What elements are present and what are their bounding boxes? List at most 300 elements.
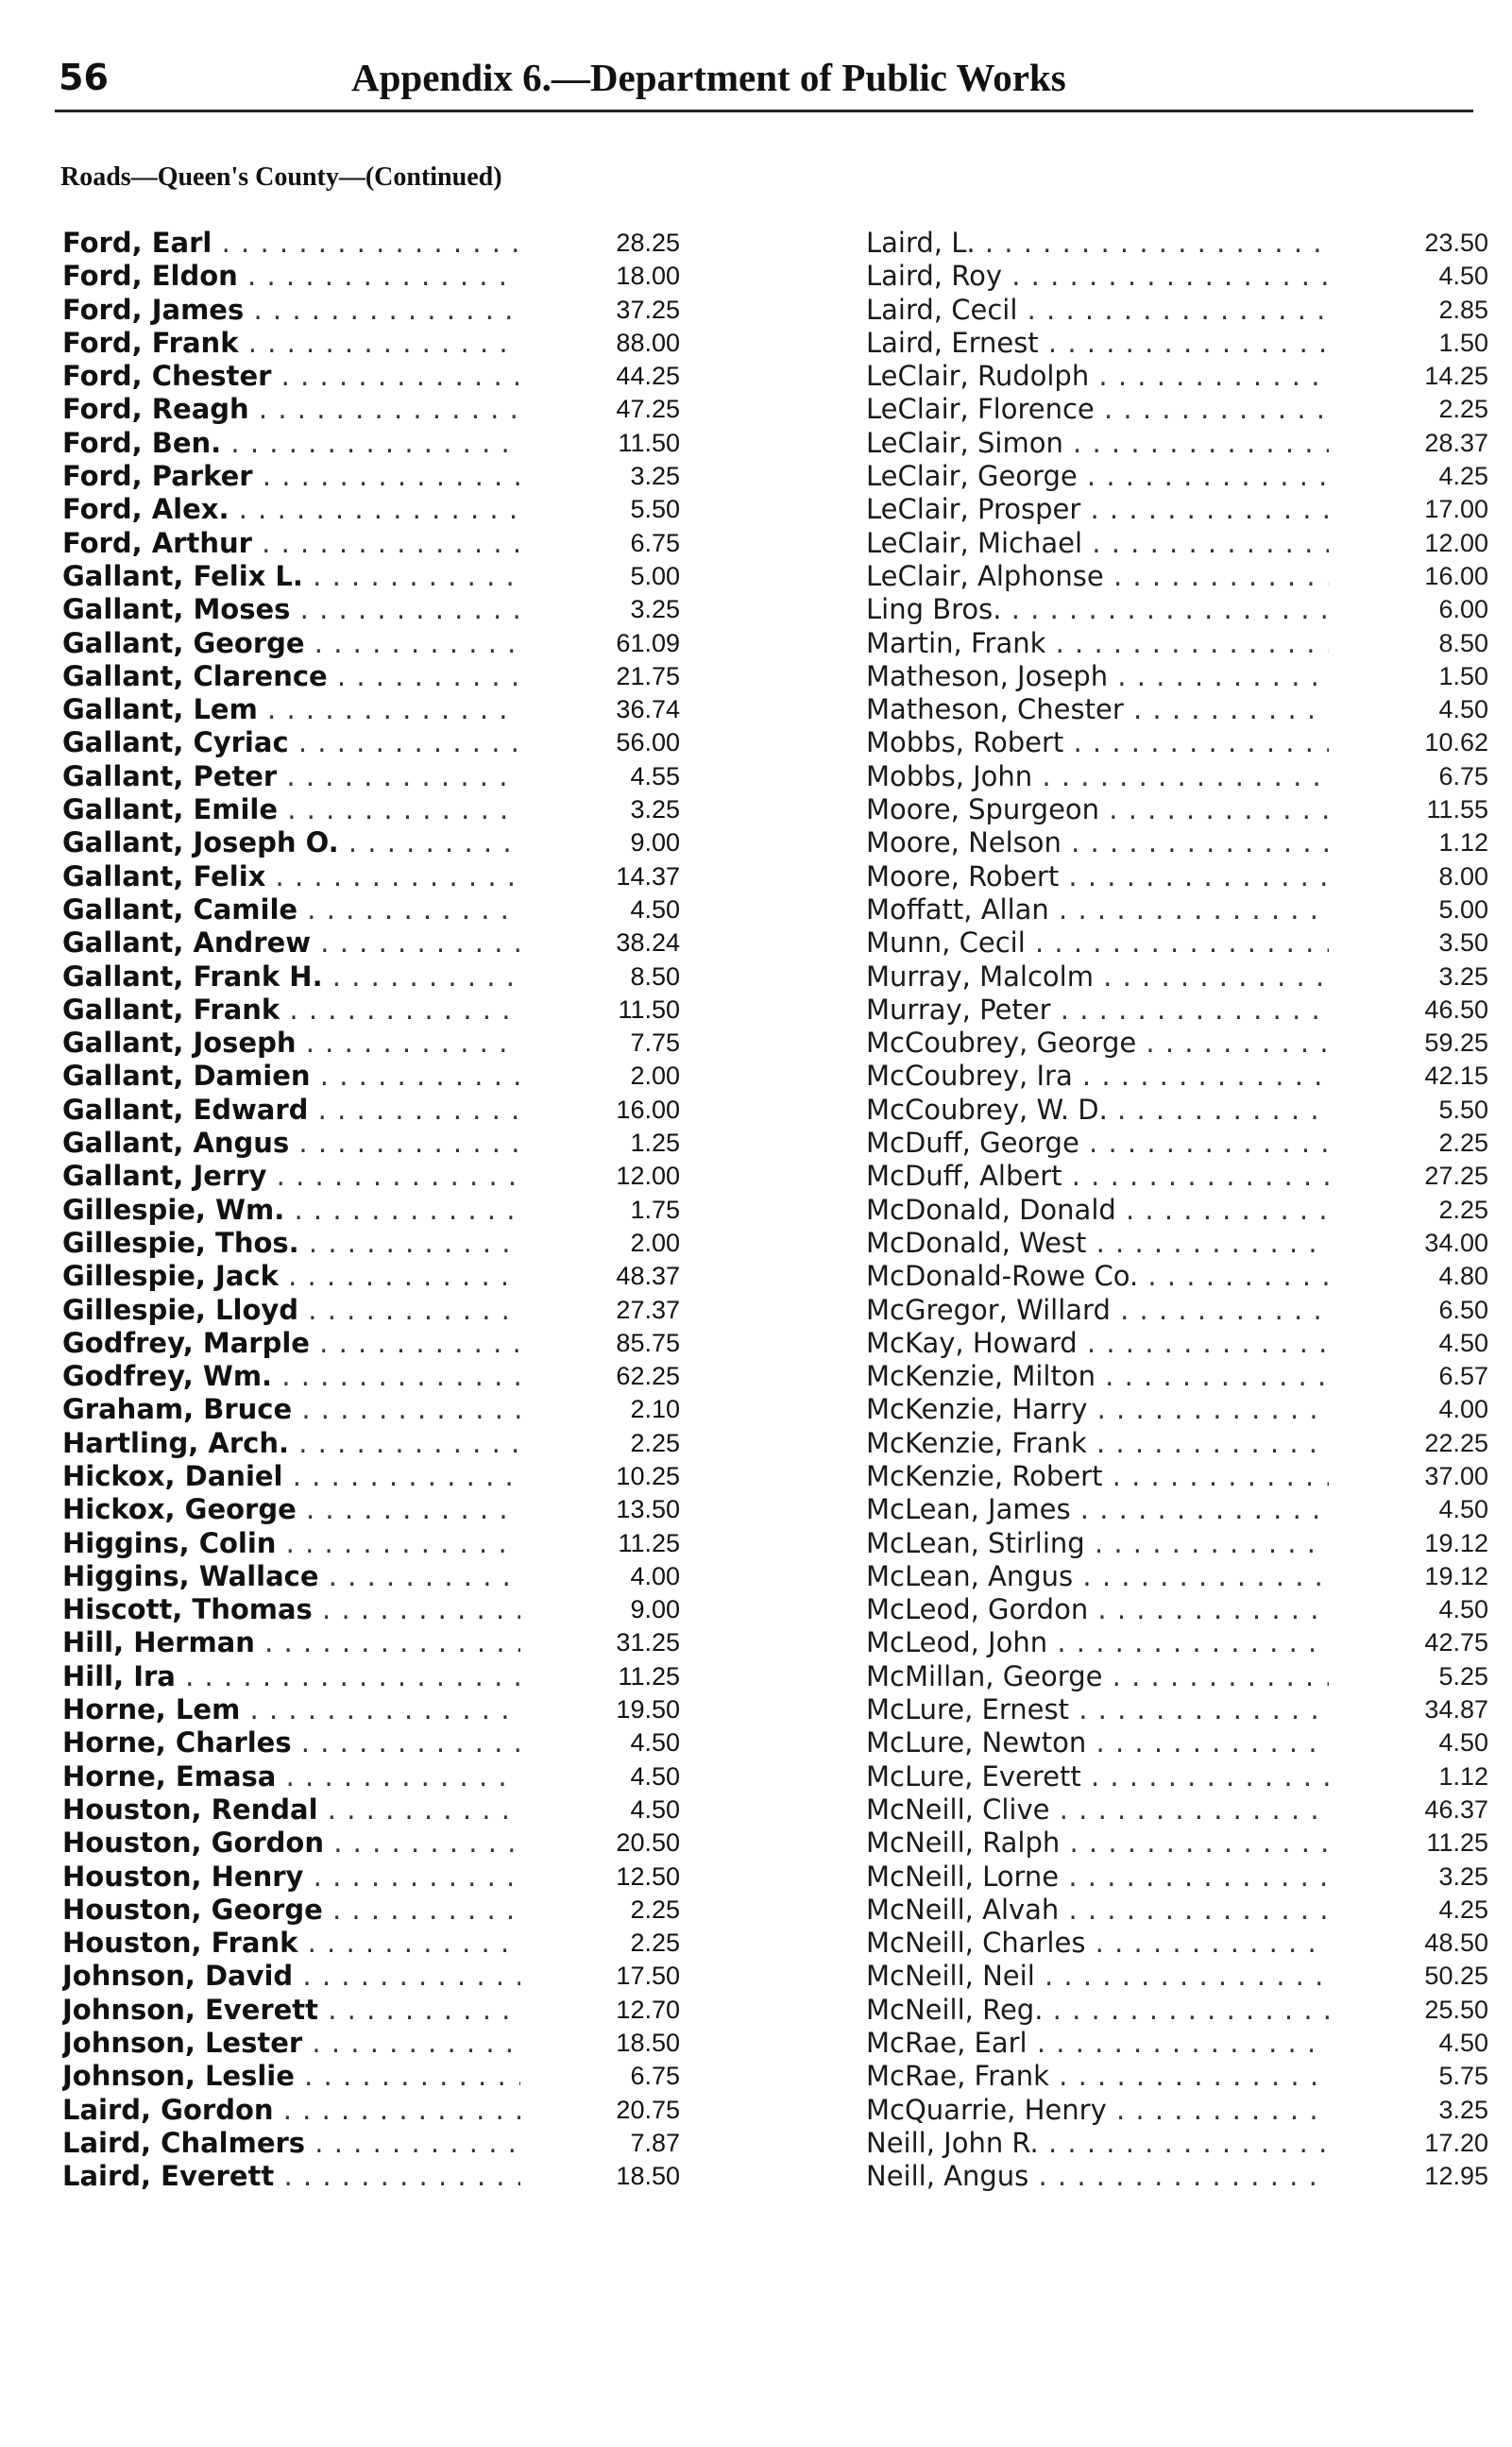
entry-name: Ford, James . . . — [62, 294, 520, 327]
entry-amount: 12.95 — [1424, 2162, 1488, 2191]
entry-name: Moore, Robert . . . — [866, 860, 1329, 893]
entry-name: Laird, Gordon . . . — [62, 2094, 520, 2127]
entry-amount: 5.00 — [1438, 894, 1488, 924]
entry-amount: 12.00 — [616, 1162, 680, 1191]
entry-name: Laird, L. . . . — [866, 227, 1329, 260]
list-item — [866, 826, 1488, 859]
entry-name: LeClair, Alphonse . . . — [866, 560, 1329, 593]
entry-amount: 11.25 — [618, 1528, 680, 1557]
entry-name: Gallant, Angus . . . — [62, 1127, 520, 1160]
entry-amount: 11.50 — [618, 428, 680, 457]
list-item — [62, 826, 680, 859]
entry-name: Godfrey, Marple . . . — [62, 1327, 520, 1360]
entry-amount: 85.75 — [616, 1328, 680, 1357]
entry-name: Moore, Spurgeon . . . — [866, 793, 1329, 826]
entry-amount: 23.50 — [1424, 229, 1488, 257]
entry-name: Martin, Frank . . . — [866, 627, 1329, 660]
entry-name: Hickox, Daniel . . . — [62, 1460, 520, 1493]
entry-name: Gallant, Damien . . . — [62, 1060, 520, 1093]
list-item — [866, 892, 1488, 926]
entry-name: Gallant, Edward . . . — [62, 1094, 520, 1127]
entry-name: Ford, Chester . . . — [62, 360, 520, 393]
entry-name: Johnson, Everett . . . — [62, 1994, 520, 2027]
entry-name: Gallant, Cyriac . . . — [62, 726, 520, 759]
entry-name: Laird, Roy . . . — [866, 260, 1329, 293]
list-item — [62, 293, 680, 327]
entry-amount: 2.00 — [630, 1062, 680, 1091]
entry-name: Laird, Chalmers . . . — [62, 2127, 520, 2160]
list-item — [62, 360, 680, 393]
entry-name: Johnson, Leslie . . . — [62, 2060, 520, 2093]
list-item — [62, 960, 680, 994]
entry-amount: 28.37 — [1424, 428, 1488, 457]
list-item — [62, 526, 680, 560]
entry-amount: 4.55 — [630, 761, 680, 790]
entry-name: McDuff, Albert . . . — [866, 1160, 1329, 1193]
list-item — [62, 1426, 680, 1460]
entry-amount: 12.50 — [616, 1861, 680, 1891]
list-item — [62, 1960, 680, 1993]
entry-name: Horne, Charles . . . — [62, 1726, 520, 1759]
entry-name: Gillespie, Lloyd . . . — [62, 1294, 520, 1327]
list-item — [866, 693, 1488, 726]
list-item — [62, 892, 680, 926]
entry-amount: 21.75 — [616, 661, 680, 690]
list-item — [866, 326, 1488, 360]
list-item — [866, 593, 1488, 626]
list-item — [62, 1393, 680, 1426]
list-item — [62, 926, 680, 960]
list-item — [62, 1060, 680, 1093]
list-item — [866, 460, 1488, 493]
entry-amount: 20.50 — [616, 1828, 680, 1858]
list-item — [62, 393, 680, 426]
entry-name: Johnson, Lester . . . — [62, 2027, 520, 2060]
entry-name: McQuarrie, Henry . . . — [866, 2094, 1329, 2127]
list-item — [62, 993, 680, 1027]
entry-amount: 34.87 — [1424, 1695, 1488, 1725]
entry-amount: 25.50 — [1424, 1995, 1488, 2024]
entry-name: LeClair, Rudolph . . . — [866, 360, 1329, 393]
entry-name: Gallant, Moses . . . — [62, 593, 520, 626]
entry-amount: 56.00 — [616, 728, 680, 757]
entry-amount: 4.50 — [1438, 262, 1488, 291]
list-item — [866, 1093, 1488, 1127]
list-item — [62, 460, 680, 493]
entry-name: Gallant, Andrew . . . — [62, 926, 520, 960]
entry-amount: 14.37 — [616, 861, 680, 891]
entry-amount: 4.50 — [630, 1728, 680, 1758]
entry-name: Murray, Peter . . . — [866, 994, 1329, 1027]
entry-name: McNeill, Neil . . . — [866, 1960, 1329, 1993]
entry-name: Houston, Frank . . . — [62, 1927, 520, 1960]
entry-amount: 5.50 — [630, 495, 680, 524]
entry-amount: 6.75 — [630, 2062, 680, 2091]
entry-name: LeClair, Michael . . . — [866, 527, 1329, 560]
list-item — [866, 2060, 1488, 2093]
list-item — [62, 1160, 680, 1193]
list-item — [62, 1793, 680, 1827]
entry-name: Gallant, Felix L. . . . — [62, 560, 520, 593]
list-item — [62, 1860, 680, 1894]
entry-amount: 4.50 — [630, 1761, 680, 1791]
list-item — [866, 393, 1488, 426]
list-item — [866, 1860, 1488, 1894]
entry-name: McKenzie, Milton . . . — [866, 1360, 1329, 1393]
entry-amount: 4.00 — [630, 1561, 680, 1590]
entry-name: McKenzie, Harry . . . — [866, 1393, 1329, 1426]
entry-name: Gillespie, Thos. . . . — [62, 1227, 520, 1260]
entry-name: Neill, Angus . . . — [866, 2160, 1329, 2193]
list-item — [866, 2027, 1488, 2060]
list-item — [62, 626, 680, 660]
entry-amount: 6.57 — [1438, 1362, 1488, 1391]
list-item — [866, 1060, 1488, 1093]
list-item — [866, 1793, 1488, 1827]
entry-name: Gillespie, Jack . . . — [62, 1260, 520, 1293]
entry-amount: 5.50 — [1438, 1095, 1488, 1124]
entry-amount: 3.25 — [1438, 1861, 1488, 1891]
entry-name: McGregor, Willard . . . — [866, 1294, 1329, 1327]
entry-amount: 19.50 — [616, 1695, 680, 1725]
list-item — [62, 1293, 680, 1327]
list-item — [62, 260, 680, 293]
entry-amount: 8.00 — [1438, 861, 1488, 891]
entry-name: Higgins, Colin . . . — [62, 1527, 520, 1560]
list-item — [62, 1459, 680, 1493]
list-item — [866, 1293, 1488, 1327]
list-item — [62, 1226, 680, 1260]
entry-name: Higgins, Wallace . . . — [62, 1560, 520, 1593]
list-item — [866, 493, 1488, 526]
list-item — [62, 1093, 680, 1127]
list-item — [62, 1493, 680, 1526]
entry-amount: 9.00 — [630, 828, 680, 858]
entry-amount: 46.37 — [1424, 1794, 1488, 1824]
entry-amount: 4.25 — [1438, 1895, 1488, 1924]
entry-name: McLean, James . . . — [866, 1493, 1329, 1526]
list-item — [62, 2160, 680, 2193]
entry-amount: 10.62 — [1424, 728, 1488, 757]
entry-name: McDuff, George . . . — [866, 1127, 1329, 1160]
list-item — [866, 1459, 1488, 1493]
entry-name: McLure, Everett . . . — [866, 1760, 1329, 1793]
entry-amount: 36.74 — [616, 695, 680, 724]
list-item — [62, 1993, 680, 2027]
entry-name: Johnson, David . . . — [62, 1960, 520, 1993]
entry-amount: 4.80 — [1438, 1262, 1488, 1291]
entry-amount: 3.50 — [1438, 928, 1488, 958]
entry-name: Hiscott, Thomas . . . — [62, 1593, 520, 1626]
list-item — [866, 993, 1488, 1027]
entry-name: Gallant, Felix . . . — [62, 860, 520, 893]
entry-name: Laird, Cecil . . . — [866, 294, 1329, 327]
entry-amount: 28.25 — [616, 229, 680, 257]
list-item — [866, 1260, 1488, 1293]
list-item — [866, 526, 1488, 560]
list-item — [866, 1893, 1488, 1927]
entry-amount: 4.50 — [1438, 695, 1488, 724]
entry-name: Moffatt, Allan . . . — [866, 893, 1329, 926]
entry-amount: 61.09 — [616, 628, 680, 657]
entry-name: McKenzie, Robert . . . — [866, 1460, 1329, 1493]
entry-amount: 48.37 — [616, 1262, 680, 1291]
entry-amount: 4.50 — [1438, 1328, 1488, 1357]
entry-name: Munn, Cecil . . . — [866, 926, 1329, 960]
entry-amount: 1.50 — [1438, 328, 1488, 357]
list-item — [866, 1393, 1488, 1426]
entry-amount: 4.50 — [1438, 1728, 1488, 1758]
list-item — [866, 1127, 1488, 1160]
entry-name: McCoubrey, W. D. . . . — [866, 1094, 1329, 1127]
entry-amount: 2.25 — [1438, 1129, 1488, 1158]
entry-name: McNeill, Clive . . . — [866, 1793, 1329, 1827]
entry-amount: 17.20 — [1424, 2128, 1488, 2157]
page-header — [59, 49, 1475, 106]
entry-name: Murray, Malcolm . . . — [866, 960, 1329, 994]
entry-amount: 2.00 — [630, 1228, 680, 1257]
entry-name: Houston, George . . . — [62, 1894, 520, 1927]
list-item — [62, 1326, 680, 1360]
entry-amount: 4.50 — [630, 894, 680, 924]
entry-amount: 5.75 — [1438, 2062, 1488, 2091]
entry-name: Gallant, Jerry . . . — [62, 1160, 520, 1193]
page-number: 56 — [59, 57, 109, 98]
entry-name: Hill, Herman . . . — [62, 1626, 520, 1659]
entry-name: Houston, Henry . . . — [62, 1861, 520, 1894]
list-item — [62, 793, 680, 826]
list-item — [866, 1693, 1488, 1726]
list-item — [62, 1626, 680, 1659]
list-item — [866, 227, 1488, 260]
entry-name: McLeod, Gordon . . . — [866, 1593, 1329, 1626]
entry-amount: 1.75 — [630, 1195, 680, 1224]
entry-name: Mobbs, Robert . . . — [866, 726, 1329, 759]
entry-name: LeClair, George . . . — [866, 460, 1329, 493]
list-item — [866, 2160, 1488, 2193]
entry-amount: 1.12 — [1438, 1761, 1488, 1791]
list-item — [866, 1827, 1488, 1860]
entry-amount: 3.25 — [1438, 2095, 1488, 2124]
entry-amount: 14.25 — [1424, 362, 1488, 391]
entry-amount: 59.25 — [1424, 1028, 1488, 1058]
entry-name: Ford, Reagh . . . — [62, 393, 520, 426]
entry-name: McCoubrey, George . . . — [866, 1027, 1329, 1060]
list-item — [62, 759, 680, 793]
entry-name: McLure, Ernest . . . — [866, 1693, 1329, 1726]
section-heading: Roads—Queen's County—(Continued) — [60, 162, 502, 192]
list-item — [62, 1360, 680, 1393]
page-title: Appendix 6.—Department of Public Works — [351, 56, 1066, 99]
list-item — [62, 493, 680, 526]
entry-amount: 48.50 — [1424, 1929, 1488, 1958]
list-item — [62, 1759, 680, 1793]
entry-amount: 4.50 — [1438, 1595, 1488, 1624]
list-item — [62, 1893, 680, 1927]
entry-amount: 2.25 — [1438, 395, 1488, 424]
entry-amount: 4.25 — [1438, 462, 1488, 491]
entry-amount: 4.00 — [1438, 1395, 1488, 1424]
list-item — [866, 793, 1488, 826]
entry-name: Gallant, Emile . . . — [62, 793, 520, 826]
entry-name: LeClair, Florence . . . — [866, 393, 1329, 426]
entry-name: McMillan, George . . . — [866, 1660, 1329, 1693]
list-item — [866, 1759, 1488, 1793]
entry-amount: 6.50 — [1438, 1295, 1488, 1324]
entry-name: McNeill, Charles . . . — [866, 1927, 1329, 1960]
entry-name: LeClair, Prosper . . . — [866, 493, 1329, 526]
entry-amount: 11.55 — [1426, 795, 1488, 824]
entry-amount: 5.25 — [1438, 1661, 1488, 1691]
entry-amount: 17.00 — [1424, 495, 1488, 524]
entry-amount: 11.25 — [1426, 1828, 1488, 1858]
entry-amount: 62.25 — [616, 1362, 680, 1391]
entry-amount: 44.25 — [616, 362, 680, 391]
list-item — [866, 1526, 1488, 1560]
entry-amount: 18.50 — [616, 2029, 680, 2058]
entry-amount: 8.50 — [630, 961, 680, 991]
right-column — [866, 227, 1488, 2194]
entry-name: Hickox, George . . . — [62, 1493, 520, 1526]
entry-name: McLean, Angus . . . — [866, 1560, 1329, 1593]
entry-amount: 88.00 — [616, 328, 680, 357]
list-item — [62, 693, 680, 726]
list-item — [866, 1426, 1488, 1460]
entry-name: Houston, Rendal . . . — [62, 1793, 520, 1827]
entry-name: Ford, Eldon . . . — [62, 260, 520, 293]
list-item — [866, 1626, 1488, 1659]
entry-amount: 34.00 — [1424, 1228, 1488, 1257]
entry-name: Gallant, Frank H. . . . — [62, 960, 520, 994]
list-item — [62, 1827, 680, 1860]
entry-amount: 17.50 — [616, 1962, 680, 1991]
list-item — [866, 426, 1488, 460]
entry-name: Gallant, Camile . . . — [62, 893, 520, 926]
entry-amount: 1.12 — [1438, 828, 1488, 858]
entry-amount: 10.25 — [616, 1461, 680, 1490]
entry-name: Ling Bros. . . . — [866, 593, 1329, 626]
entry-name: LeClair, Simon . . . — [866, 427, 1329, 460]
entry-name: McNeill, Lorne . . . — [866, 1861, 1329, 1894]
list-item — [866, 726, 1488, 759]
list-item — [62, 426, 680, 460]
list-item — [866, 1326, 1488, 1360]
entry-name: Ford, Parker . . . — [62, 460, 520, 493]
entry-amount: 47.25 — [616, 395, 680, 424]
entry-amount: 7.75 — [630, 1028, 680, 1058]
entry-name: McNeill, Ralph . . . — [866, 1827, 1329, 1860]
entry-amount: 37.25 — [616, 295, 680, 324]
entry-name: McLeod, John . . . — [866, 1626, 1329, 1659]
list-item — [866, 1193, 1488, 1227]
entry-name: Mobbs, John . . . — [866, 760, 1329, 793]
entry-amount: 8.50 — [1438, 628, 1488, 657]
list-item — [62, 2060, 680, 2093]
entry-name: Gallant, Joseph . . . — [62, 1027, 520, 1060]
entry-amount: 4.50 — [630, 1794, 680, 1824]
entry-amount: 11.50 — [618, 994, 680, 1024]
entry-amount: 2.10 — [630, 1395, 680, 1424]
entry-name: McKay, Howard . . . — [866, 1327, 1329, 1360]
entry-amount: 19.12 — [1424, 1561, 1488, 1590]
list-item — [62, 1526, 680, 1560]
list-item — [866, 1659, 1488, 1693]
list-item — [866, 960, 1488, 994]
entry-name: McRae, Earl . . . — [866, 2027, 1329, 2060]
entry-name: McLure, Newton . . . — [866, 1726, 1329, 1759]
list-item — [62, 726, 680, 759]
list-item — [866, 1360, 1488, 1393]
entry-amount: 2.25 — [630, 1428, 680, 1457]
entry-name: Ford, Arthur . . . — [62, 527, 520, 560]
entry-amount: 12.70 — [616, 1995, 680, 2024]
list-item — [866, 1493, 1488, 1526]
list-item — [62, 1260, 680, 1293]
entry-amount: 2.85 — [1438, 295, 1488, 324]
entry-amount: 19.12 — [1424, 1528, 1488, 1557]
list-item — [866, 2093, 1488, 2127]
entry-amount: 37.00 — [1424, 1461, 1488, 1490]
entry-amount: 5.00 — [630, 561, 680, 590]
left-column — [62, 227, 680, 2194]
list-item — [62, 1726, 680, 1759]
list-item — [62, 326, 680, 360]
entry-name: Godfrey, Wm. . . . — [62, 1360, 520, 1393]
list-item — [62, 559, 680, 593]
list-item — [866, 1960, 1488, 1993]
entry-amount: 42.75 — [1424, 1628, 1488, 1657]
entry-amount: 2.25 — [630, 1929, 680, 1958]
list-item — [62, 1559, 680, 1593]
entry-amount: 46.50 — [1424, 994, 1488, 1024]
entry-amount: 38.24 — [616, 928, 680, 958]
list-item — [62, 227, 680, 260]
list-item — [62, 1127, 680, 1160]
entry-name: Gallant, Peter . . . — [62, 760, 520, 793]
entry-name: Matheson, Joseph . . . — [866, 660, 1329, 693]
entry-amount: 27.25 — [1424, 1162, 1488, 1191]
entry-amount: 50.25 — [1424, 1962, 1488, 1991]
entry-amount: 42.15 — [1424, 1062, 1488, 1091]
entry-name: Gallant, Lem . . . — [62, 693, 520, 726]
entry-amount: 22.25 — [1424, 1428, 1488, 1457]
entry-name: McDonald, Donald . . . — [866, 1194, 1329, 1227]
entry-name: Ford, Alex. . . . — [62, 493, 520, 526]
list-item — [866, 1559, 1488, 1593]
entry-amount: 2.25 — [1438, 1195, 1488, 1224]
entry-amount: 9.00 — [630, 1595, 680, 1624]
entry-name: Horne, Emasa . . . — [62, 1760, 520, 1793]
entry-amount: 16.00 — [1424, 561, 1488, 590]
entry-amount: 1.50 — [1438, 661, 1488, 690]
list-item — [866, 759, 1488, 793]
list-item — [62, 2027, 680, 2060]
list-item — [62, 1927, 680, 1960]
list-item — [866, 260, 1488, 293]
list-item — [62, 1593, 680, 1626]
list-item — [62, 859, 680, 893]
entry-name: Houston, Gordon . . . — [62, 1827, 520, 1860]
list-item — [866, 1993, 1488, 2027]
list-item — [62, 1693, 680, 1726]
entry-amount: 4.50 — [1438, 1495, 1488, 1524]
list-item — [866, 1226, 1488, 1260]
entry-name: Neill, John R. . . . — [866, 2127, 1329, 2160]
header-divider — [55, 110, 1473, 112]
entry-name: Gillespie, Wm. . . . — [62, 1194, 520, 1227]
entry-name: Moore, Nelson . . . — [866, 826, 1329, 859]
entry-name: McRae, Frank . . . — [866, 2060, 1329, 2093]
